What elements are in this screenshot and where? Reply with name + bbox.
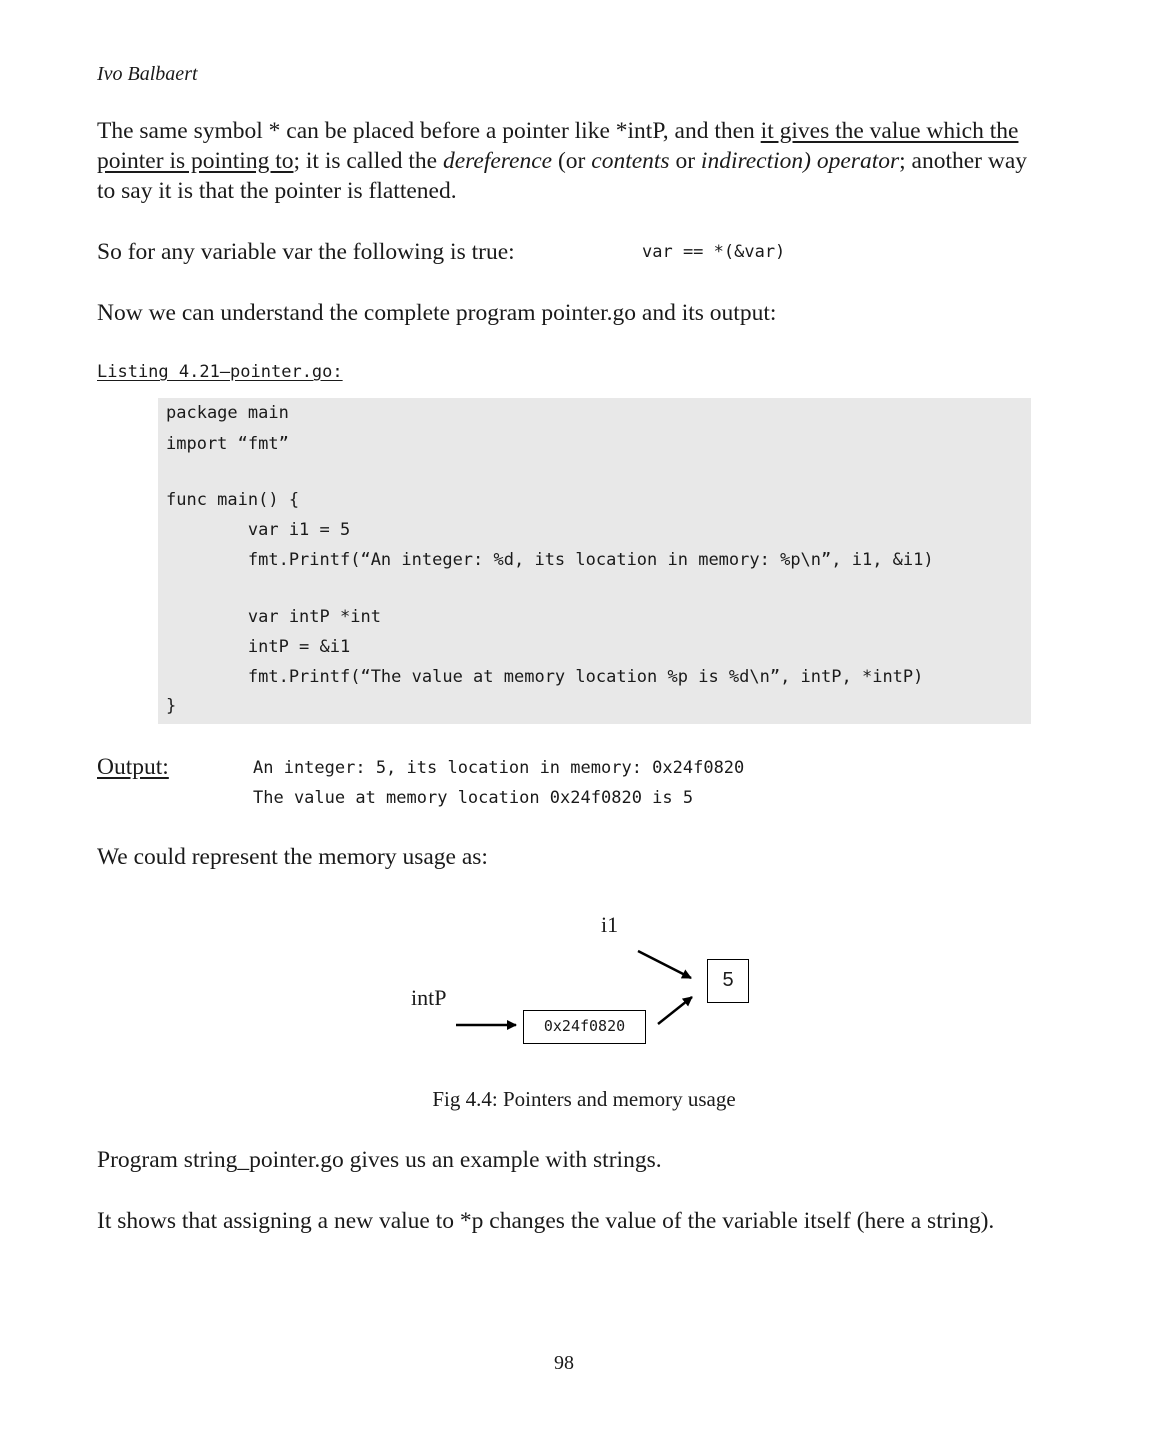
- code-line: package main: [166, 403, 289, 423]
- text-span: ; it is called the: [293, 148, 443, 174]
- arrow-i1-to-value: [638, 951, 691, 978]
- paragraph-assigning: It shows that assigning a new value to *p changes the value of the variable itself (here a string).: [97, 1208, 995, 1234]
- text-span: (or: [552, 148, 592, 174]
- text-span: or: [669, 148, 701, 174]
- code-listing: [158, 398, 1031, 724]
- paragraph-identity: So for any variable var the following is true:: [97, 239, 515, 265]
- label-i1: i1: [601, 912, 619, 937]
- arrow-address-to-value: [658, 997, 692, 1024]
- italic-term-indirection: indirection) operator: [700, 148, 900, 174]
- code-line: var intP *int: [166, 607, 381, 627]
- code-line: var i1 = 5: [166, 520, 351, 540]
- diagram-arrows: [0, 900, 1168, 1080]
- page-number: 98: [554, 1352, 574, 1374]
- listing-label: Listing 4.21—pointer.go:: [97, 362, 343, 382]
- output-label: Output:: [97, 754, 169, 780]
- output-line: An integer: 5, its location in memory: 0x24f0820: [253, 758, 745, 778]
- code-line: fmt.Printf(“The value at memory location %p is %d\n”, intP, *intP): [166, 667, 924, 687]
- code-line: fmt.Printf(“An integer: %d, its location in memory: %p\n”, i1, &i1): [166, 550, 934, 570]
- label-intP: intP: [411, 985, 447, 1010]
- address-box: 0x24f0820: [523, 1010, 646, 1044]
- underlined-phrase: it gives the value which the pointer is pointing to: [97, 118, 1019, 174]
- text-span: The same symbol * can be placed before a pointer like *intP, and then: [97, 118, 761, 144]
- code-line: import “fmt”: [166, 434, 289, 454]
- inline-code-identity: var == *(&var): [642, 242, 786, 262]
- figure-caption: Fig 4.4: Pointers and memory usage: [432, 1087, 736, 1111]
- paragraph-memory-intro: We could represent the memory usage as:: [97, 844, 488, 870]
- output-line: The value at memory location 0x24f0820 is 5: [253, 788, 694, 808]
- paragraph-intro-listing: Now we can understand the complete program pointer.go and its output:: [97, 300, 777, 326]
- code-line: intP = &i1: [166, 637, 351, 657]
- paragraph-string-pointer: Program string_pointer.go gives us an example with strings.: [97, 1147, 662, 1173]
- pointer-memory-diagram: [0, 900, 1168, 1080]
- paragraph-dereference: [97, 116, 1037, 206]
- italic-term-dereference: dereference: [442, 148, 553, 174]
- italic-term-contents: contents: [591, 148, 670, 174]
- running-header-author: Ivo Balbaert: [97, 63, 198, 85]
- code-line: }: [166, 696, 177, 716]
- value-box: 5: [707, 959, 749, 1003]
- code-line: func main() {: [166, 490, 300, 510]
- text-span: ; another way to say it is that the pointer is flattened.: [97, 148, 1028, 204]
